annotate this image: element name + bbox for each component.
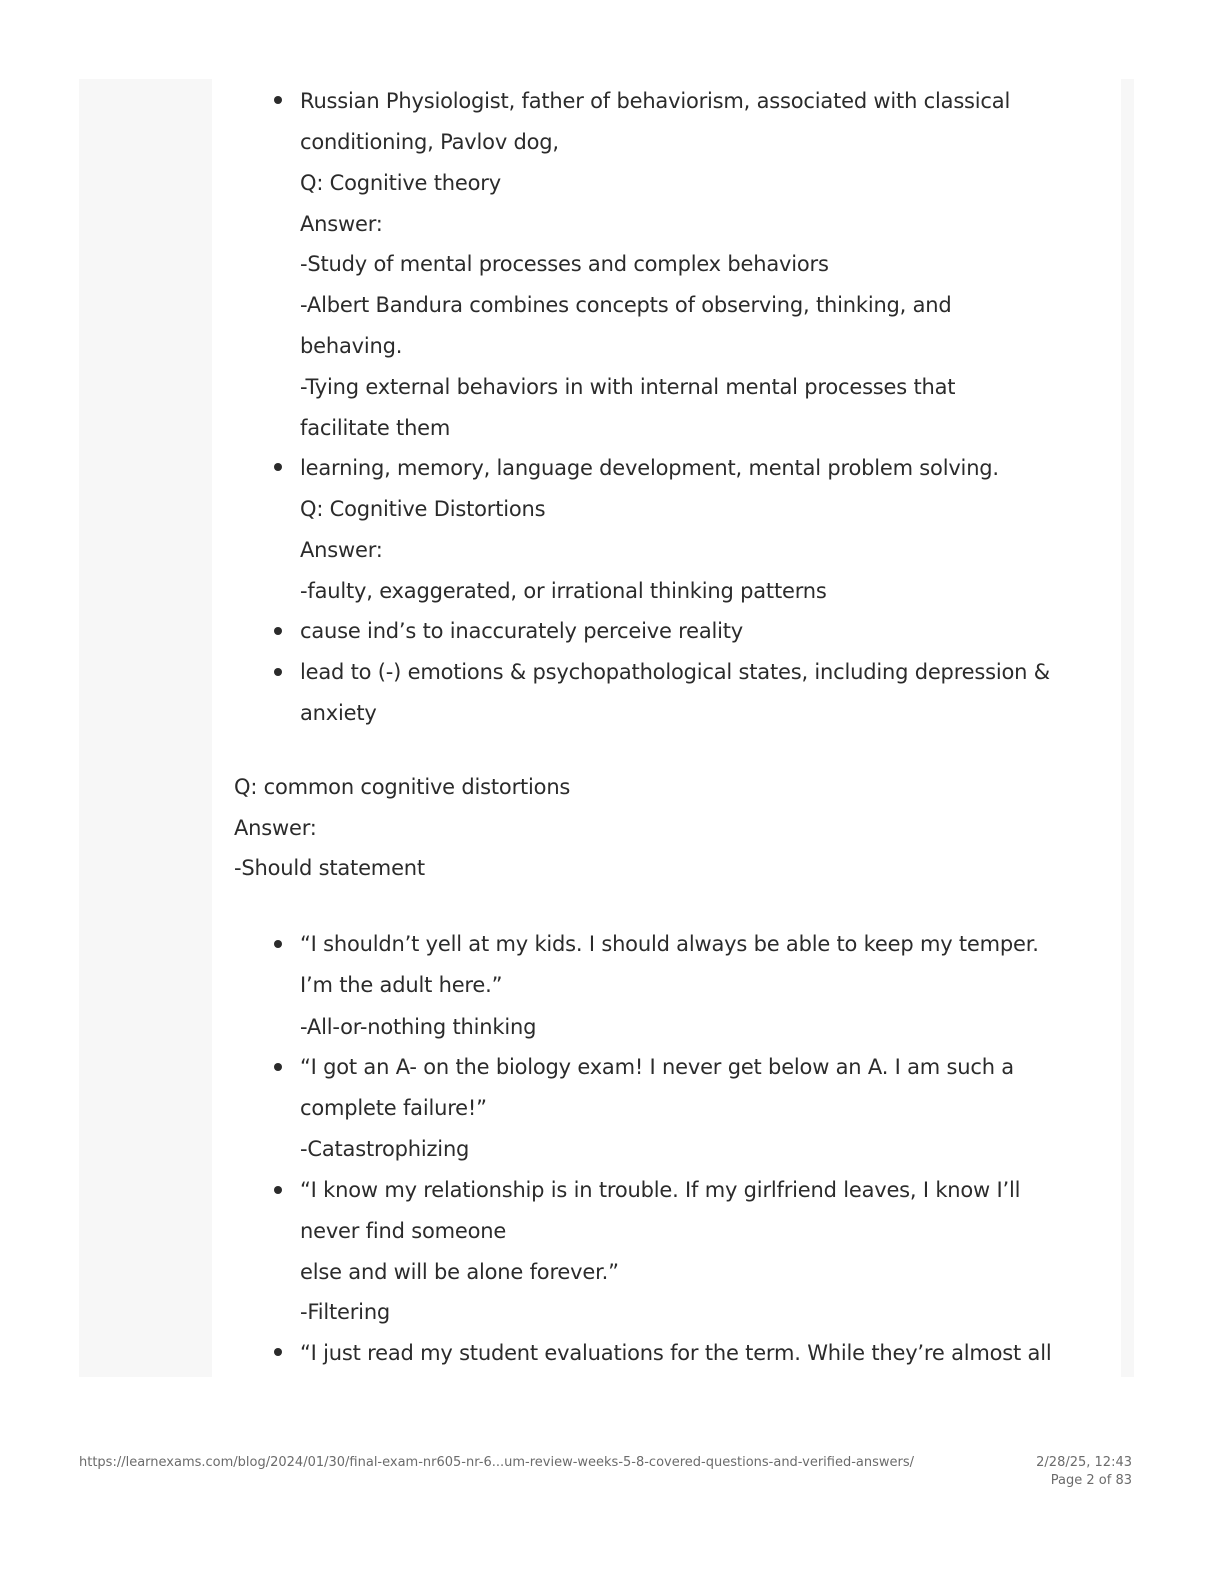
bullet-icon (274, 627, 282, 635)
text-line: “I just read my student evaluations for the term. While they’re almost all (300, 1341, 1052, 1365)
bullet-icon (274, 96, 282, 104)
text-line: “I know my relationship is in trouble. If my girlfriend leaves, I know I’ll (300, 1178, 1021, 1202)
footer-datetime: 2/28/25, 12:43 (1036, 1455, 1132, 1470)
text-line: -Filtering (300, 1300, 391, 1324)
answer-label: Answer: (234, 816, 317, 840)
text-line: lead to (-) emotions & psychopathological states, including depression & (300, 660, 1050, 684)
bullet-icon (274, 1186, 282, 1194)
text-line: “I got an A- on the biology exam! I never get below an A. I am such a (300, 1055, 1014, 1079)
text-line: cause ind’s to inaccurately perceive reality (300, 619, 744, 643)
footer-url: https://learnexams.com/blog/2024/01/30/final-exam-nr605-nr-6...um-review-weeks-5-8-covered-questions-and-verified-answers/ (79, 1455, 915, 1470)
bullet-icon (274, 1348, 282, 1356)
text-line: never find someone (300, 1219, 507, 1243)
text-line: -Tying external behaviors in with internal mental processes that (300, 375, 956, 399)
text-line: -Albert Bandura combines concepts of observing, thinking, and (300, 293, 952, 317)
text-line: Russian Physiologist, father of behaviorism, associated with classical (300, 89, 1011, 113)
text-line: facilitate them (300, 416, 451, 440)
text-line: “I shouldn’t yell at my kids. I should always be able to keep my temper. (300, 932, 1039, 956)
bullet-icon (274, 940, 282, 948)
text-line: learning, memory, language development, mental problem solving. (300, 456, 999, 480)
right-margin-strip (1121, 79, 1134, 1377)
text-line: -Catastrophizing (300, 1137, 470, 1161)
question-line: Q: Cognitive Distortions (300, 497, 546, 521)
text-line: -All-or-nothing thinking (300, 1015, 537, 1039)
text-line: -Study of mental processes and complex behaviors (300, 252, 829, 276)
text-line: conditioning, Pavlov dog, (300, 130, 559, 154)
bullet-icon (274, 463, 282, 471)
text-line: anxiety (300, 701, 377, 725)
answer-label: Answer: (300, 212, 383, 236)
text-line: -faulty, exaggerated, or irrational thinking patterns (300, 579, 827, 603)
text-line: else and will be alone forever.” (300, 1260, 619, 1284)
text-line: behaving. (300, 334, 403, 358)
answer-label: Answer: (300, 538, 383, 562)
text-line: -Should statement (234, 856, 425, 880)
bullet-icon (274, 668, 282, 676)
text-line: I’m the adult here.” (300, 973, 503, 997)
footer-page-number: Page 2 of 83 (1050, 1473, 1132, 1488)
question-line: Q: common cognitive distortions (234, 775, 571, 799)
bullet-icon (274, 1063, 282, 1071)
text-line: complete failure!” (300, 1096, 487, 1120)
question-line: Q: Cognitive theory (300, 171, 501, 195)
